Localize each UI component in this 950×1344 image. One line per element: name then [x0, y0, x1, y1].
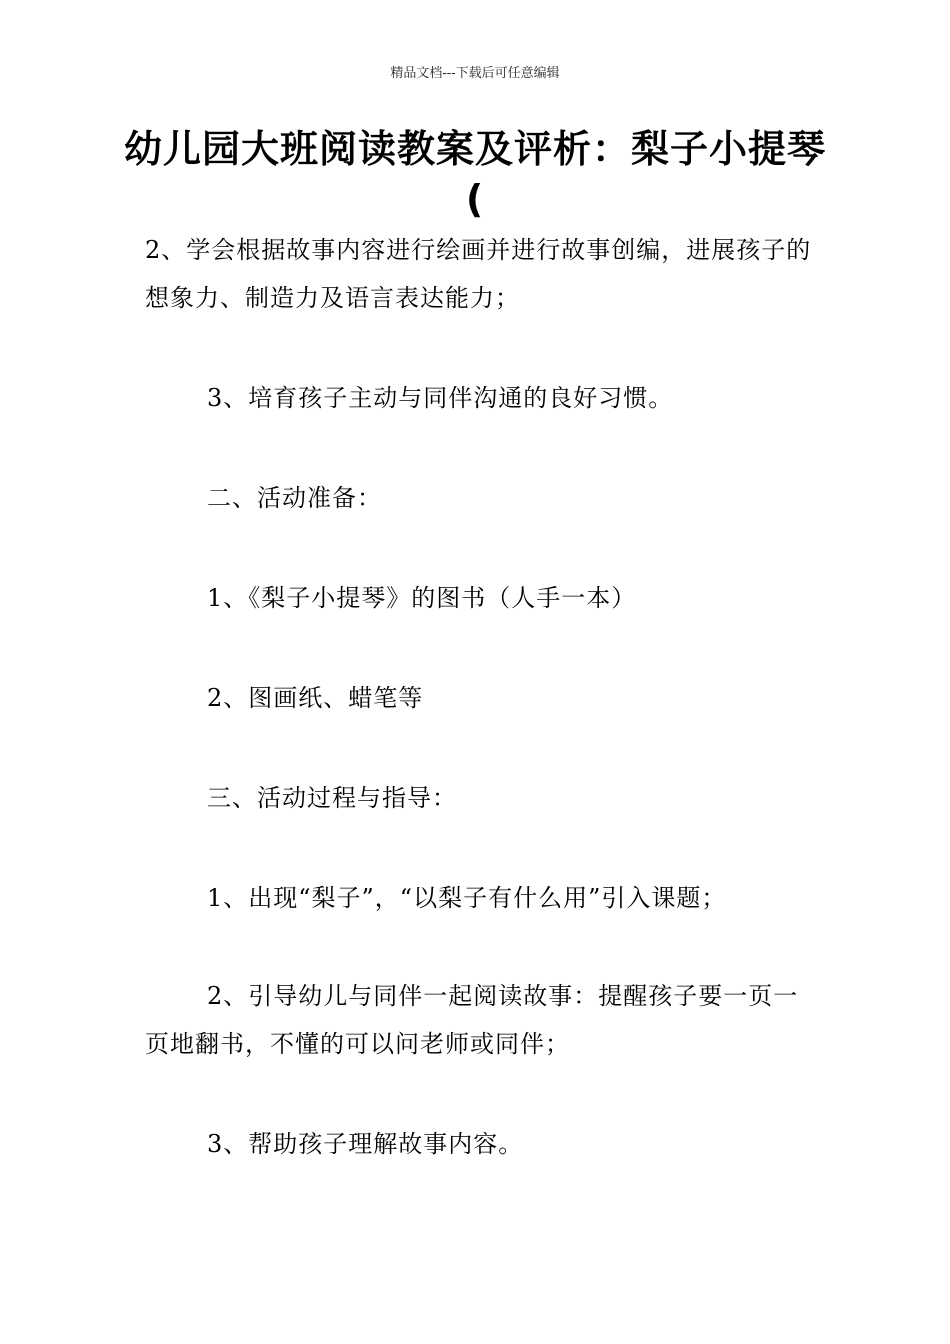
- page-header: 精品文档---下载后可任意编辑: [390, 66, 560, 81]
- paragraph-preparation-1: 1、《梨子小提琴》的图书（人手一本）: [207, 584, 637, 612]
- section-heading-process: 三、活动过程与指导：: [207, 784, 457, 812]
- paragraph-objective-2: 2、学会根据故事内容进行绘画并进行故事创编，进展孩子的想象力、制造力及语言表达能力；: [145, 236, 812, 312]
- paragraph-objective-3: 3、培育孩子主动与同伴沟通的良好习惯。: [207, 384, 674, 412]
- paragraph-preparation-2: 2、图画纸、蜡笔等: [207, 684, 424, 712]
- paragraph-process-3: 3、帮助孩子理解故事内容。: [207, 1130, 524, 1158]
- section-heading-preparation: 二、活动准备：: [207, 484, 382, 512]
- paragraph-process-1: 1、出现“梨子”，“以梨子有什么用”引入课题；: [207, 884, 727, 912]
- paragraph-process-2: 2、引导幼儿与同伴一起阅读故事：提醒孩子要一页一页地翻书，不懂的可以问老师或同伴；: [145, 982, 799, 1058]
- document-title: 幼儿园大班阅读教案及评析：梨子小提琴(: [123, 127, 826, 221]
